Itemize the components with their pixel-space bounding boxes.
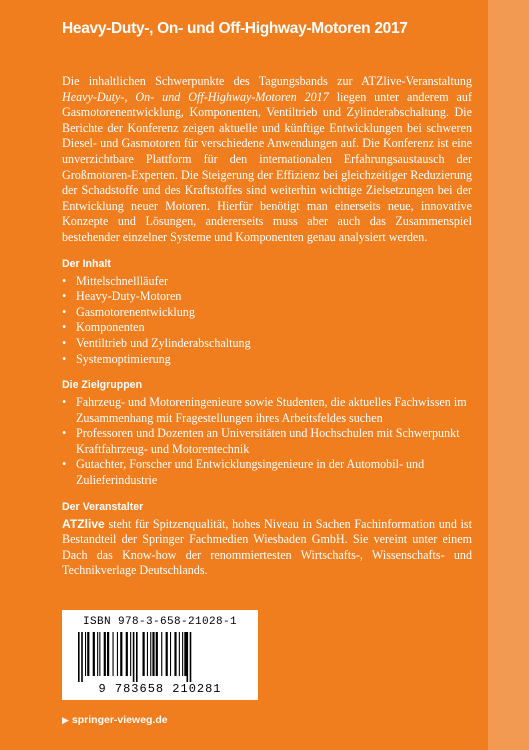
barcode-bar bbox=[113, 632, 114, 676]
barcode-bar bbox=[130, 632, 131, 676]
barcode-bar bbox=[147, 632, 148, 676]
list-item: • Ventiltrieb und Zylinderabschaltung bbox=[62, 336, 472, 352]
barcode-bar bbox=[174, 632, 176, 676]
list-item: • Heavy-Duty-Motoren bbox=[62, 289, 472, 305]
barcode-box bbox=[62, 610, 258, 700]
book-title: Heavy-Duty-, On- und Off-Highway-Motoren 2017 bbox=[62, 20, 408, 37]
barcode-bar bbox=[190, 632, 192, 682]
back-cover-content bbox=[62, 74, 472, 579]
barcode-bar bbox=[187, 632, 189, 682]
barcode-bar bbox=[93, 632, 95, 676]
list-item: • Systemoptimierung bbox=[62, 352, 472, 368]
barcode-bar bbox=[120, 632, 122, 676]
list-item: • Gasmotorenentwicklung bbox=[62, 305, 472, 321]
organizer-name: ATZlive bbox=[62, 516, 105, 531]
barcode-bar bbox=[133, 632, 135, 682]
organizer-heading: Der Veranstalter bbox=[62, 500, 144, 513]
audience-heading: Die Zielgruppen bbox=[62, 379, 143, 392]
intro-paragraph: Die inhaltlichen Schwerpunkte des Tagungsbands zur ATZlive-Veranstaltung Heavy-Duty-, On- und Off-Highway-Motoren 2017 liegen unter anderem auf Gasmotorenentwicklung, Komponenten, Ventiltrieb und Zylinderabschaltung. Die Berichte der Konferenz zeigen aktuelle und künftige Entwicklungen bei schweren Diesel- und Gasmotoren für verschiedene Anwendungen auf. Die Konferenz ist eine unverzichtbare Plattform für den internationalen Erfahrungsaustausch der Großmotoren-Experten. Die Steigerung der Effizienz bei gleichzeitiger Reduzierung der Schadstoffe und des Kraftstoffes sind weiterhin wichtige Zielsetzungen bei der Entwicklung neuer Motoren. Hierfür benötigt man einerseits neue, innovative Konzepte und Lösungen, andererseits muss aber auch das Zusammenspiel bestehender einzelner Systeme und Komponenten genau analysiert werden. bbox=[62, 74, 472, 244]
publisher-url[interactable] bbox=[62, 714, 168, 726]
list-item: • Professoren und Dozenten an Universitäten und Hochschulen mit Schwerpunkt Kraftfahrzeug- und Motorentechnik bbox=[62, 426, 472, 457]
audience-list bbox=[62, 395, 472, 489]
contents-heading: Der Inhalt bbox=[62, 257, 111, 270]
barcode-bar bbox=[99, 632, 100, 676]
barcode-bar bbox=[179, 632, 180, 676]
barcode-bar bbox=[143, 632, 145, 676]
barcode-bar bbox=[184, 632, 186, 676]
intro-book-title: Heavy-Duty-, On- und Off-Highway-Motoren 2017 bbox=[62, 89, 329, 104]
barcode-bar bbox=[166, 632, 168, 676]
barcode-digits: 9 783658 210281 bbox=[98, 682, 222, 696]
barcode-bar bbox=[117, 632, 118, 676]
isbn-label: ISBN 978-3-658-21028-1 bbox=[82, 616, 238, 628]
organizer-paragraph: ATZlive steht für Spitzenqualität, hohes Niveau in Sachen Fachinformation und ist Bestandteil der Springer Fachmedien Wiesbaden GmbH. Sie vereint unter einem Dach das Know-how der renommiertesten Wirtschafts-, Wissenschafts- und Technikverlage Deutschlands. bbox=[62, 516, 472, 578]
list-item: • Mittelschnellläufer bbox=[62, 274, 472, 290]
barcode-bar bbox=[104, 632, 106, 676]
barcode-bar bbox=[126, 632, 128, 676]
play-arrow-icon: ▶ bbox=[62, 715, 69, 725]
contents-list bbox=[62, 274, 472, 368]
barcode-bar bbox=[156, 632, 158, 676]
barcode-bar bbox=[85, 632, 86, 676]
barcode-bar bbox=[87, 632, 89, 676]
barcode-bar bbox=[107, 632, 109, 676]
barcode-bar bbox=[150, 632, 151, 676]
list-item: • Komponenten bbox=[62, 320, 472, 336]
barcode bbox=[78, 632, 242, 682]
barcode-bar bbox=[97, 632, 98, 676]
barcode-bar bbox=[161, 632, 162, 676]
barcode-bar bbox=[152, 632, 154, 676]
list-item: • Fahrzeug- und Motoreningenieure sowie Studenten, die aktuelles Fachwissen im Zusammenhang mit Fragestellungen ihres Arbeitsfeldes suchen bbox=[62, 395, 472, 426]
url-text: springer-vieweg.de bbox=[71, 714, 168, 726]
barcode-bar bbox=[78, 632, 80, 682]
barcode-bar bbox=[182, 632, 183, 676]
barcode-bar bbox=[170, 632, 171, 676]
barcode-bar bbox=[136, 632, 138, 682]
barcode-bar bbox=[81, 632, 83, 682]
list-item: • Gutachter, Forscher und Entwicklungsingenieure in der Automobil- und Zulieferindustrie bbox=[62, 457, 472, 488]
side-strip bbox=[488, 0, 529, 750]
